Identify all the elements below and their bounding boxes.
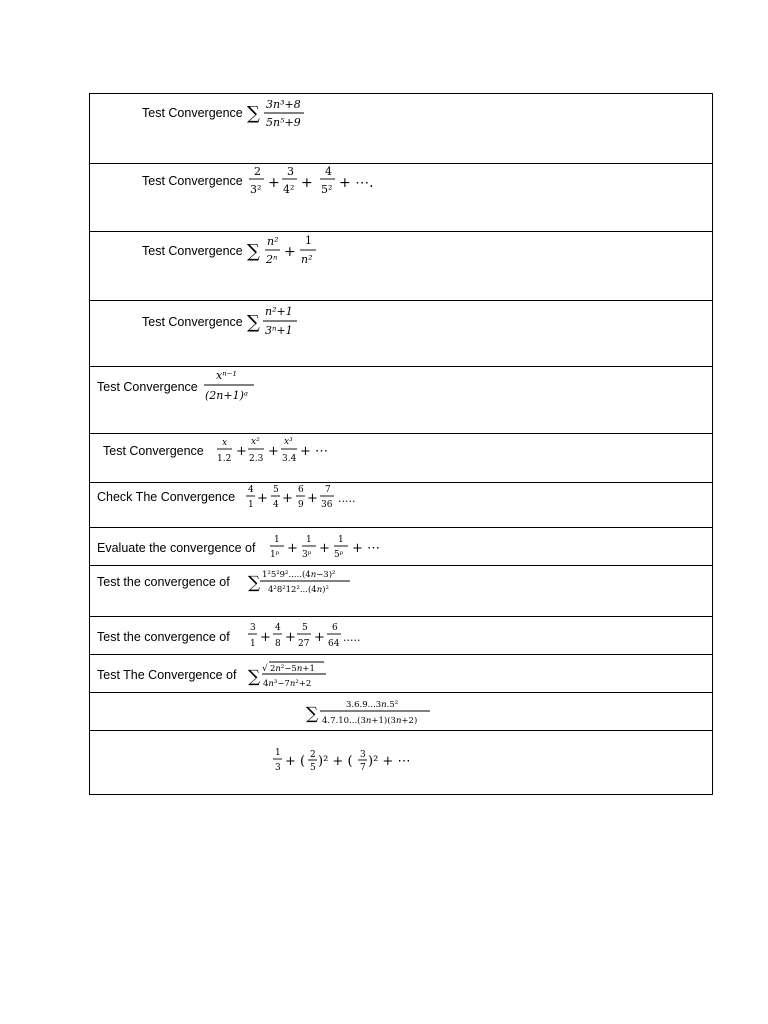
svg-text:+: +: [236, 444, 247, 459]
svg-text:+ ⋯.: + ⋯.: [339, 175, 374, 191]
svg-text:7: 7: [325, 485, 331, 495]
svg-text:3ᵖ: 3ᵖ: [302, 550, 312, 560]
svg-text:3: 3: [360, 750, 366, 760]
problem-row-6: [90, 434, 712, 483]
problem-8-formula: [90, 528, 712, 566]
svg-text:3: 3: [250, 623, 256, 633]
svg-text:2.3: 2.3: [249, 454, 264, 464]
svg-text:n²: n²: [267, 235, 279, 248]
problem-10-formula: [90, 617, 712, 655]
problem-row-12: [90, 693, 712, 731]
problem-row-2: [90, 164, 712, 232]
svg-text:∑: ∑: [248, 573, 261, 593]
svg-text:1: 1: [338, 535, 344, 545]
svg-text:1: 1: [274, 535, 280, 545]
svg-text:6: 6: [332, 623, 338, 633]
svg-text:x²: x²: [251, 437, 260, 447]
svg-text:3: 3: [287, 165, 294, 178]
svg-text:4: 4: [275, 623, 281, 633]
svg-text:+ ⋯: + ⋯: [300, 444, 329, 459]
svg-text:1: 1: [275, 748, 281, 758]
svg-text:1ᵖ: 1ᵖ: [270, 550, 280, 560]
svg-text:2: 2: [310, 750, 316, 760]
svg-text:+: +: [282, 491, 293, 506]
svg-text:+: +: [268, 444, 279, 459]
svg-text:5: 5: [273, 485, 279, 495]
problem-3-formula: [90, 232, 712, 301]
problem-12-formula: [90, 693, 712, 731]
svg-text:∑: ∑: [247, 241, 260, 262]
svg-text:+: +: [268, 175, 280, 191]
problem-row-9: [90, 566, 712, 617]
svg-text:1.2: 1.2: [217, 454, 232, 464]
problem-9-label: Test the convergence of: [97, 575, 230, 589]
problem-row-5: [90, 367, 712, 434]
svg-text:5ᵖ: 5ᵖ: [334, 550, 344, 560]
svg-text:3n³+8: 3n³+8: [266, 98, 301, 111]
svg-text:4: 4: [273, 500, 279, 510]
svg-text:∑: ∑: [306, 704, 319, 724]
svg-text:(2n+1)ᵃ: (2n+1)ᵃ: [205, 389, 249, 402]
problem-11-label: Test The Convergence of: [97, 668, 237, 682]
svg-text:+: +: [284, 244, 296, 260]
svg-text:2ⁿ: 2ⁿ: [266, 253, 278, 266]
svg-text:)² + (: )² + (: [318, 754, 353, 769]
svg-text:5n⁵+9: 5n⁵+9: [266, 116, 301, 129]
problem-7-formula: [90, 483, 712, 528]
problem-row-1: [90, 94, 712, 164]
svg-text:.....: .....: [338, 492, 356, 505]
problem-row-7: [90, 483, 712, 528]
problem-2-label: Test Convergence: [142, 174, 243, 188]
svg-text:+: +: [285, 630, 296, 645]
svg-text:+: +: [307, 491, 318, 506]
svg-text:3²: 3²: [250, 183, 262, 196]
svg-text:1: 1: [305, 234, 312, 247]
problem-row-8: [90, 528, 712, 566]
svg-text:+: +: [301, 175, 313, 191]
problem-table: [89, 93, 713, 795]
svg-text:x: x: [222, 438, 228, 448]
problem-4-formula: [90, 301, 712, 367]
svg-text:√: √: [262, 664, 268, 674]
svg-text:+: +: [319, 541, 330, 556]
svg-text:3: 3: [275, 763, 281, 773]
svg-text:+ ⋯: + ⋯: [352, 541, 381, 556]
svg-text:+: +: [314, 630, 325, 645]
problem-4-label: Test Convergence: [142, 315, 243, 329]
svg-text:3ⁿ+1: 3ⁿ+1: [265, 324, 293, 337]
svg-text:27: 27: [298, 639, 310, 649]
svg-text:1²5²9².....(4n−3)²: 1²5²9².....(4n−3)²: [262, 570, 336, 580]
svg-text:+: +: [287, 541, 298, 556]
problem-13-formula: [90, 731, 712, 794]
problem-row-13: [90, 731, 712, 794]
problem-10-label: Test the convergence of: [97, 630, 230, 644]
svg-text:∑: ∑: [247, 312, 260, 333]
svg-text:5: 5: [310, 763, 316, 773]
problem-row-10: [90, 617, 712, 655]
problem-8-label: Evaluate the convergence of: [97, 541, 256, 555]
svg-text:4²8²12²...(4n)²: 4²8²12²...(4n)²: [268, 585, 329, 595]
svg-text:2: 2: [254, 165, 261, 178]
svg-text:1: 1: [306, 535, 312, 545]
svg-text:+: +: [260, 630, 271, 645]
svg-text:6: 6: [298, 485, 304, 495]
problem-2-formula: [90, 164, 712, 232]
problem-5-formula: [90, 367, 712, 434]
svg-text:.....: .....: [343, 631, 361, 644]
problem-5-label: Test Convergence: [97, 380, 198, 394]
problem-11-formula: [90, 655, 712, 693]
svg-text:∑: ∑: [248, 667, 261, 687]
svg-text:+ (: + (: [285, 754, 306, 769]
svg-text:9: 9: [298, 500, 304, 510]
svg-text:64: 64: [328, 639, 340, 649]
problem-row-3: [90, 232, 712, 301]
problem-1-formula: [90, 94, 712, 164]
problem-1-label: Test Convergence: [142, 106, 243, 120]
svg-text:4: 4: [325, 165, 332, 178]
problem-3-label: Test Convergence: [142, 244, 243, 258]
svg-text:n²: n²: [301, 253, 313, 266]
svg-text:4²: 4²: [283, 183, 295, 196]
svg-text:4: 4: [248, 485, 254, 495]
svg-text:+: +: [257, 491, 268, 506]
svg-text:1: 1: [250, 639, 256, 649]
svg-text:xⁿ⁻¹: xⁿ⁻¹: [216, 369, 237, 382]
svg-text:36: 36: [321, 500, 333, 510]
problem-6-label: Test Convergence: [103, 444, 204, 458]
problem-row-4: [90, 301, 712, 367]
svg-text:4.7.10...(3n+1)(3n+2): 4.7.10...(3n+1)(3n+2): [322, 716, 418, 726]
svg-text:2n²−5n+1: 2n²−5n+1: [270, 664, 315, 674]
svg-text:4n³−7n²+2: 4n³−7n²+2: [263, 679, 312, 689]
svg-text:3.6.9...3n.5²: 3.6.9...3n.5²: [346, 700, 399, 710]
svg-text:5²: 5²: [321, 183, 333, 196]
svg-text:x³: x³: [284, 437, 293, 447]
problem-9-formula: [90, 566, 712, 617]
svg-text:7: 7: [360, 763, 366, 773]
svg-text:5: 5: [302, 623, 308, 633]
svg-text:3.4: 3.4: [282, 454, 297, 464]
svg-text:8: 8: [275, 639, 281, 649]
svg-text:n²+1: n²+1: [265, 305, 293, 318]
problem-row-11: [90, 655, 712, 693]
problem-6-formula: [90, 434, 712, 483]
svg-text:)² + ⋯: )² + ⋯: [368, 754, 411, 769]
svg-text:∑: ∑: [247, 103, 260, 124]
problem-7-label: Check The Convergence: [97, 490, 236, 504]
svg-text:1: 1: [248, 500, 254, 510]
